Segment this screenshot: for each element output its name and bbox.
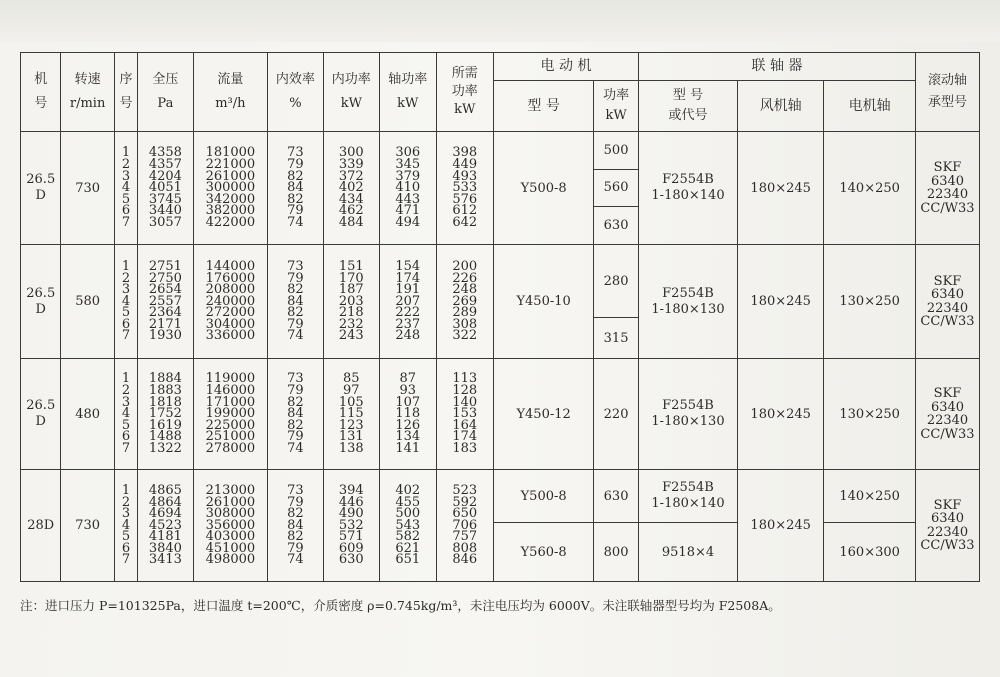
header-model: 机 号 bbox=[21, 53, 61, 132]
header-motor-model: 型 号 bbox=[494, 81, 594, 132]
motor-model-cell: Y500-8 bbox=[494, 470, 594, 523]
flow-cell: 213000 261000 308000 356000 403000 451000 498000 bbox=[193, 470, 268, 582]
coupling-model-cell: F2554B 1-180×130 bbox=[638, 359, 737, 470]
bearing-cell: SKF 6340 22340 CC/W33 bbox=[915, 132, 979, 245]
header-inner-efficiency: 内效率 % bbox=[268, 53, 323, 132]
efficiency-cell: 73 79 82 84 82 79 74 bbox=[268, 470, 323, 582]
header-inner-power: 内功率 kW bbox=[323, 53, 379, 132]
flow-cell: 181000 221000 261000 300000 342000 382000 422000 bbox=[193, 132, 268, 245]
pressure-cell: 4358 4357 4204 4051 3745 3440 3057 bbox=[138, 132, 193, 245]
motor-model-cell: Y500-8 bbox=[494, 132, 594, 245]
fan-shaft-cell: 180×245 bbox=[738, 359, 824, 470]
bearing-cell: SKF 6340 22340 CC/W33 bbox=[915, 470, 979, 582]
flow-cell: 119000 146000 171000 199000 225000 251000 278000 bbox=[193, 359, 268, 470]
seq-cell: 1 2 3 4 5 6 7 bbox=[114, 359, 137, 470]
shaft-power-cell: 402 455 500 543 582 621 651 bbox=[380, 470, 436, 582]
speed-cell: 580 bbox=[61, 245, 114, 359]
group-row bbox=[21, 470, 980, 523]
bearing-cell: SKF 6340 22340 CC/W33 bbox=[915, 245, 979, 359]
efficiency-cell: 73 79 82 84 82 79 74 bbox=[268, 132, 323, 245]
motor-power-cell: 630 bbox=[594, 207, 639, 245]
fan-shaft-cell: 180×245 bbox=[738, 245, 824, 359]
header-coupling: 联 轴 器 bbox=[638, 53, 915, 81]
scan-shadow bbox=[0, 0, 1000, 42]
seq-cell: 1 2 3 4 5 6 7 bbox=[114, 470, 137, 582]
motor-shaft-cell: 140×250 bbox=[824, 132, 916, 245]
motor-model-cell: Y450-12 bbox=[494, 359, 594, 470]
shaft-power-cell: 154 174 191 207 222 237 248 bbox=[380, 245, 436, 359]
coupling-model-cell: F2554B 1-180×140 bbox=[638, 132, 737, 245]
coupling-model-cell: F2554B 1-180×140 bbox=[638, 470, 737, 523]
header-motor-shaft: 电机轴 bbox=[824, 81, 916, 132]
inner-power-cell: 85 97 105 115 123 131 138 bbox=[323, 359, 379, 470]
header-pressure: 全压 Pa bbox=[138, 53, 193, 132]
flow-cell: 144000 176000 208000 240000 272000 304000 336000 bbox=[193, 245, 268, 359]
motor-power-cell: 280 bbox=[594, 245, 639, 318]
coupling-model-cell: 9518×4 bbox=[638, 523, 737, 582]
model-cell: 26.5 D bbox=[21, 245, 61, 359]
table-footnote: 注：进口压力 P=101325Pa，进口温度 t=200℃，介质密度 ρ=0.745kg/m³，未注电压均为 6000V。未注联轴器型号均为 F2508A。 bbox=[20, 598, 781, 613]
motor-model-cell: Y560-8 bbox=[494, 523, 594, 582]
inner-power-cell: 151 170 187 203 218 232 243 bbox=[323, 245, 379, 359]
motor-shaft-cell: 130×250 bbox=[824, 245, 916, 359]
inner-power-cell: 300 339 372 402 434 462 484 bbox=[323, 132, 379, 245]
header-speed: 转速 r/min bbox=[61, 53, 114, 132]
speed-cell: 480 bbox=[61, 359, 114, 470]
required-power-cell: 113 128 140 153 164 174 183 bbox=[436, 359, 494, 470]
pressure-cell: 4865 4864 4694 4523 4181 3840 3413 bbox=[138, 470, 193, 582]
header-coupling-model: 型 号 或代号 bbox=[638, 81, 737, 132]
seq-cell: 1 2 3 4 5 6 7 bbox=[114, 245, 137, 359]
header-seq: 序 号 bbox=[114, 53, 137, 132]
efficiency-cell: 73 79 82 84 82 79 74 bbox=[268, 245, 323, 359]
model-cell: 26.5 D bbox=[21, 132, 61, 245]
header-bearing: 滚动轴 承型号 bbox=[915, 53, 979, 132]
shaft-power-cell: 306 345 379 410 443 471 494 bbox=[380, 132, 436, 245]
motor-power-cell: 315 bbox=[594, 318, 639, 359]
motor-power-cell: 220 bbox=[594, 359, 639, 470]
group-row bbox=[21, 245, 980, 318]
motor-power-cell: 500 bbox=[594, 132, 639, 170]
fan-spec-table bbox=[20, 52, 980, 582]
pressure-cell: 1884 1883 1818 1752 1619 1488 1322 bbox=[138, 359, 193, 470]
model-cell: 26.5 D bbox=[21, 359, 61, 470]
fan-shaft-cell: 180×245 bbox=[738, 132, 824, 245]
pressure-cell: 2751 2750 2654 2557 2364 2171 1930 bbox=[138, 245, 193, 359]
group-row bbox=[21, 359, 980, 470]
bearing-cell: SKF 6340 22340 CC/W33 bbox=[915, 359, 979, 470]
motor-model-cell: Y450-10 bbox=[494, 245, 594, 359]
header-fan-shaft: 风机轴 bbox=[738, 81, 824, 132]
required-power-cell: 523 592 650 706 757 808 846 bbox=[436, 470, 494, 582]
header-row-1 bbox=[21, 53, 980, 81]
motor-shaft-cell: 130×250 bbox=[824, 359, 916, 470]
speed-cell: 730 bbox=[61, 132, 114, 245]
header-flow: 流量 m³/h bbox=[193, 53, 268, 132]
seq-cell: 1 2 3 4 5 6 7 bbox=[114, 132, 137, 245]
inner-power-cell: 394 446 490 532 571 609 630 bbox=[323, 470, 379, 582]
shaft-power-cell: 87 93 107 118 126 134 141 bbox=[380, 359, 436, 470]
fan-shaft-cell: 180×245 bbox=[738, 470, 824, 582]
model-cell: 28D bbox=[21, 470, 61, 582]
speed-cell: 730 bbox=[61, 470, 114, 582]
efficiency-cell: 73 79 82 84 82 79 74 bbox=[268, 359, 323, 470]
required-power-cell: 398 449 493 533 576 612 642 bbox=[436, 132, 494, 245]
motor-power-cell: 800 bbox=[594, 523, 639, 582]
coupling-model-cell: F2554B 1-180×130 bbox=[638, 245, 737, 359]
header-required-power: 所需 功率 kW bbox=[436, 53, 494, 132]
motor-shaft-cell: 160×300 bbox=[824, 523, 916, 582]
header-motor-power: 功率 kW bbox=[594, 81, 639, 132]
header-shaft-power: 轴功率 kW bbox=[380, 53, 436, 132]
motor-power-cell: 630 bbox=[594, 470, 639, 523]
required-power-cell: 200 226 248 269 289 308 322 bbox=[436, 245, 494, 359]
motor-power-cell: 560 bbox=[594, 169, 639, 207]
group-row bbox=[21, 132, 980, 170]
header-motor: 电 动 机 bbox=[494, 53, 639, 81]
motor-shaft-cell: 140×250 bbox=[824, 470, 916, 523]
